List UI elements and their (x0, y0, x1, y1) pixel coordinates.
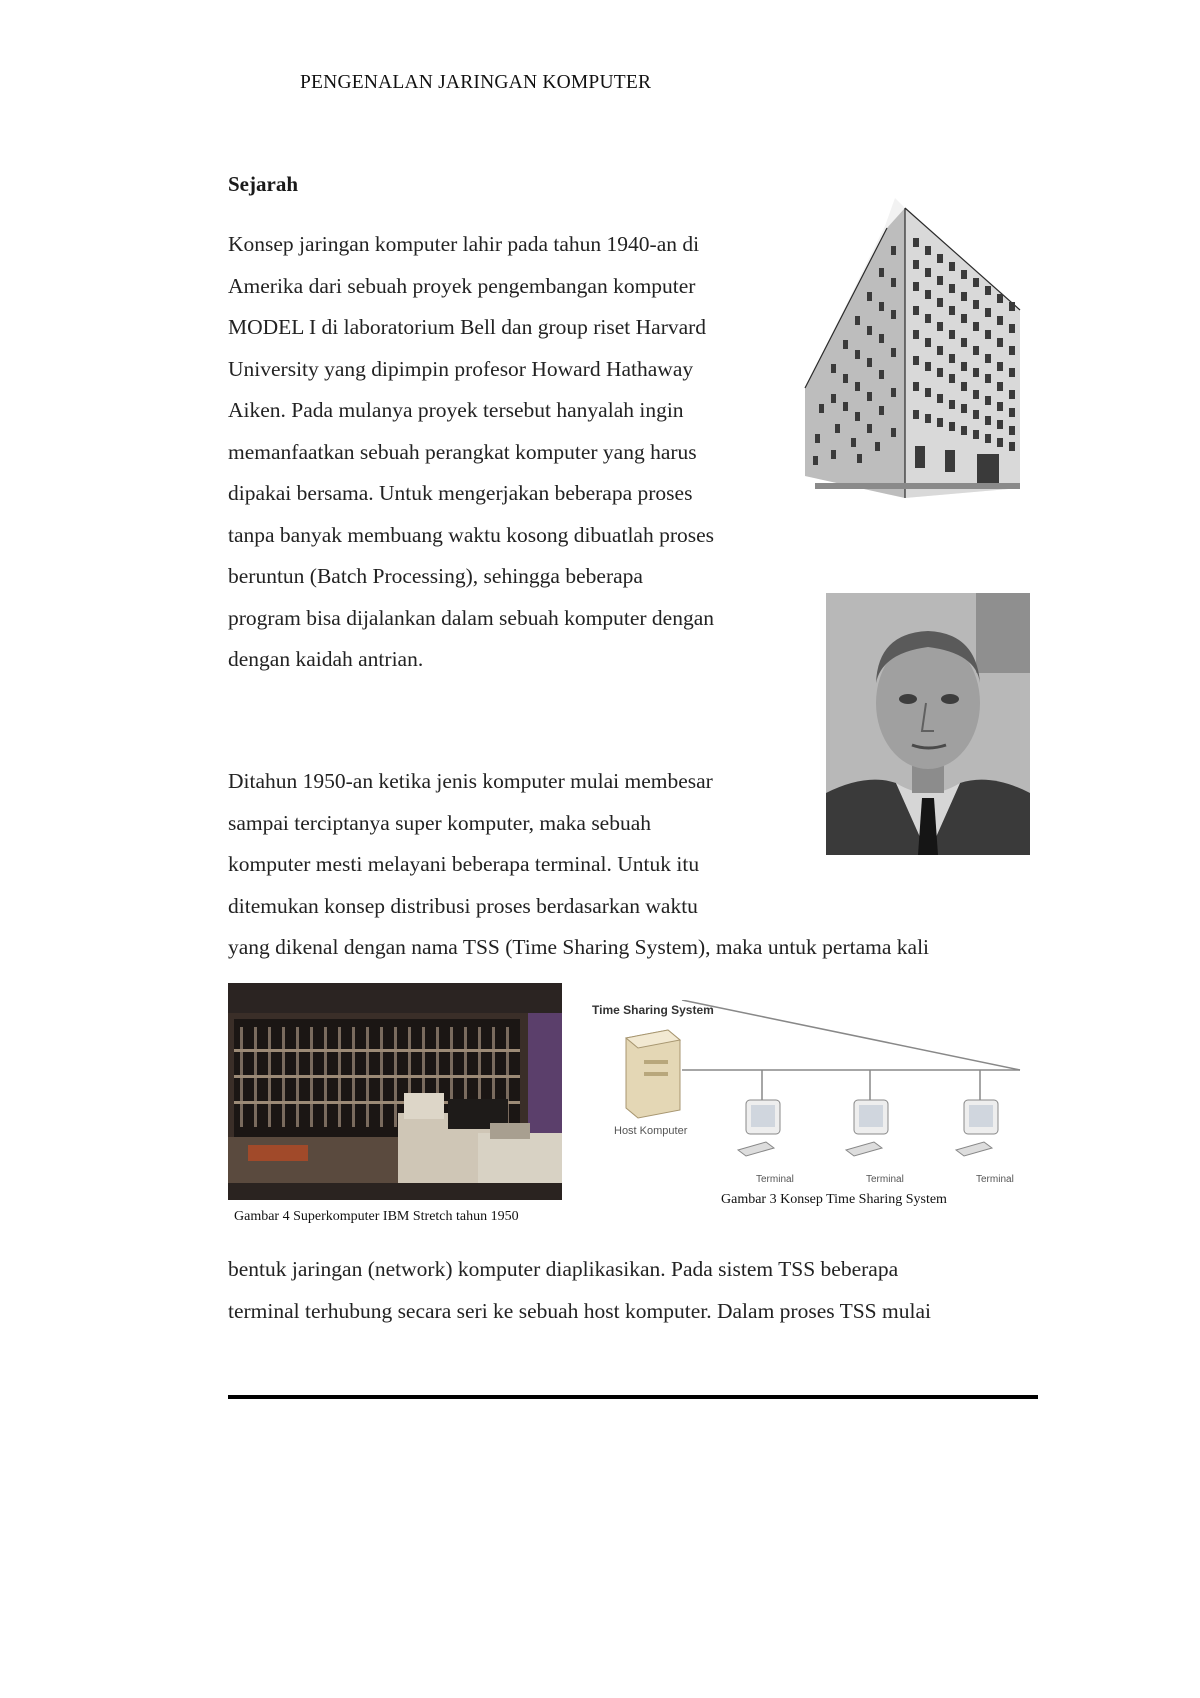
section-heading: Sejarah (228, 172, 298, 196)
terminal-label: Terminal (756, 1174, 794, 1185)
text-line: komputer mesti melayani beberapa terminal. Untuk itu (228, 852, 700, 876)
text-line: memanfaatkan sebuah perangkat komputer yang harus (228, 439, 697, 464)
tss-diagram-illustration (590, 1000, 1040, 1192)
ibm-caption: Gambar 4 Superkomputer IBM Stretch tahun 1950 (234, 1209, 519, 1224)
text-line: tanpa banyak membuang waktu kosong dibuatlah proses (228, 522, 715, 547)
footer-rule (228, 1395, 1038, 1399)
text-line: program bisa dijalankan dalam sebuah komputer dengan (228, 605, 714, 630)
text-line: Amerika dari sebuah proyek pengembangan komputer (228, 273, 696, 298)
text-line: bentuk jaringan (network) komputer diaplikasikan. Pada sistem TSS beberapa (228, 1257, 899, 1281)
text-line: University yang dipimpin profesor Howard Hathaway (228, 356, 694, 381)
terminal-icon (846, 1100, 888, 1156)
text-line: MODEL I di laboratorium Bell dan group riset Harvard (228, 315, 707, 339)
host-computer-icon (626, 1030, 680, 1118)
text-line: beruntun (Batch Processing), sehingga beberapa (228, 564, 643, 588)
tss-diagram-title: Time Sharing System (592, 1003, 714, 1017)
text-line: terminal terhubung secara seri ke sebuah host komputer. Dalam proses TSS mulai (228, 1298, 931, 1323)
terminal-icon (738, 1100, 780, 1156)
tss-diagram (590, 1000, 1040, 1192)
supercomputer-illustration (228, 983, 562, 1200)
paragraph-history-2 (228, 761, 929, 969)
terminal-label: Terminal (976, 1174, 1014, 1185)
text-line: ditemukan konsep distribusi proses berdasarkan waktu (228, 893, 698, 918)
text-line: Ditahun 1950-an ketika jenis komputer mulai membesar (228, 769, 713, 793)
host-label: Host Komputer (614, 1125, 688, 1137)
text-line: dengan kaidah antrian. (228, 647, 424, 671)
portrait-photo (826, 593, 1030, 855)
page-title: PENGENALAN JARINGAN KOMPUTER (300, 72, 652, 93)
building-illustration (795, 198, 1027, 500)
text-line: sampai terciptanya super komputer, maka sebuah (228, 810, 652, 835)
text-line: Aiken. Pada mulanya proyek tersebut hanyalah ingin (228, 398, 684, 422)
text-line: yang dikenal dengan nama TSS (Time Sharing System), maka untuk pertama kali (228, 935, 930, 959)
text-line: Konsep jaringan komputer lahir pada tahun 1940-an di (228, 232, 700, 256)
paragraph-history-1 (228, 224, 714, 681)
terminal-label: Terminal (866, 1174, 904, 1185)
paragraph-history-3 (228, 1249, 931, 1332)
ibm-stretch-photo (228, 983, 562, 1200)
text-line: dipakai bersama. Untuk mengerjakan beberapa proses (228, 481, 693, 505)
portrait-illustration (826, 593, 1030, 855)
tss-caption: Gambar 3 Konsep Time Sharing System (721, 1192, 947, 1207)
building-photo (795, 198, 1027, 500)
terminal-icon (956, 1100, 998, 1156)
